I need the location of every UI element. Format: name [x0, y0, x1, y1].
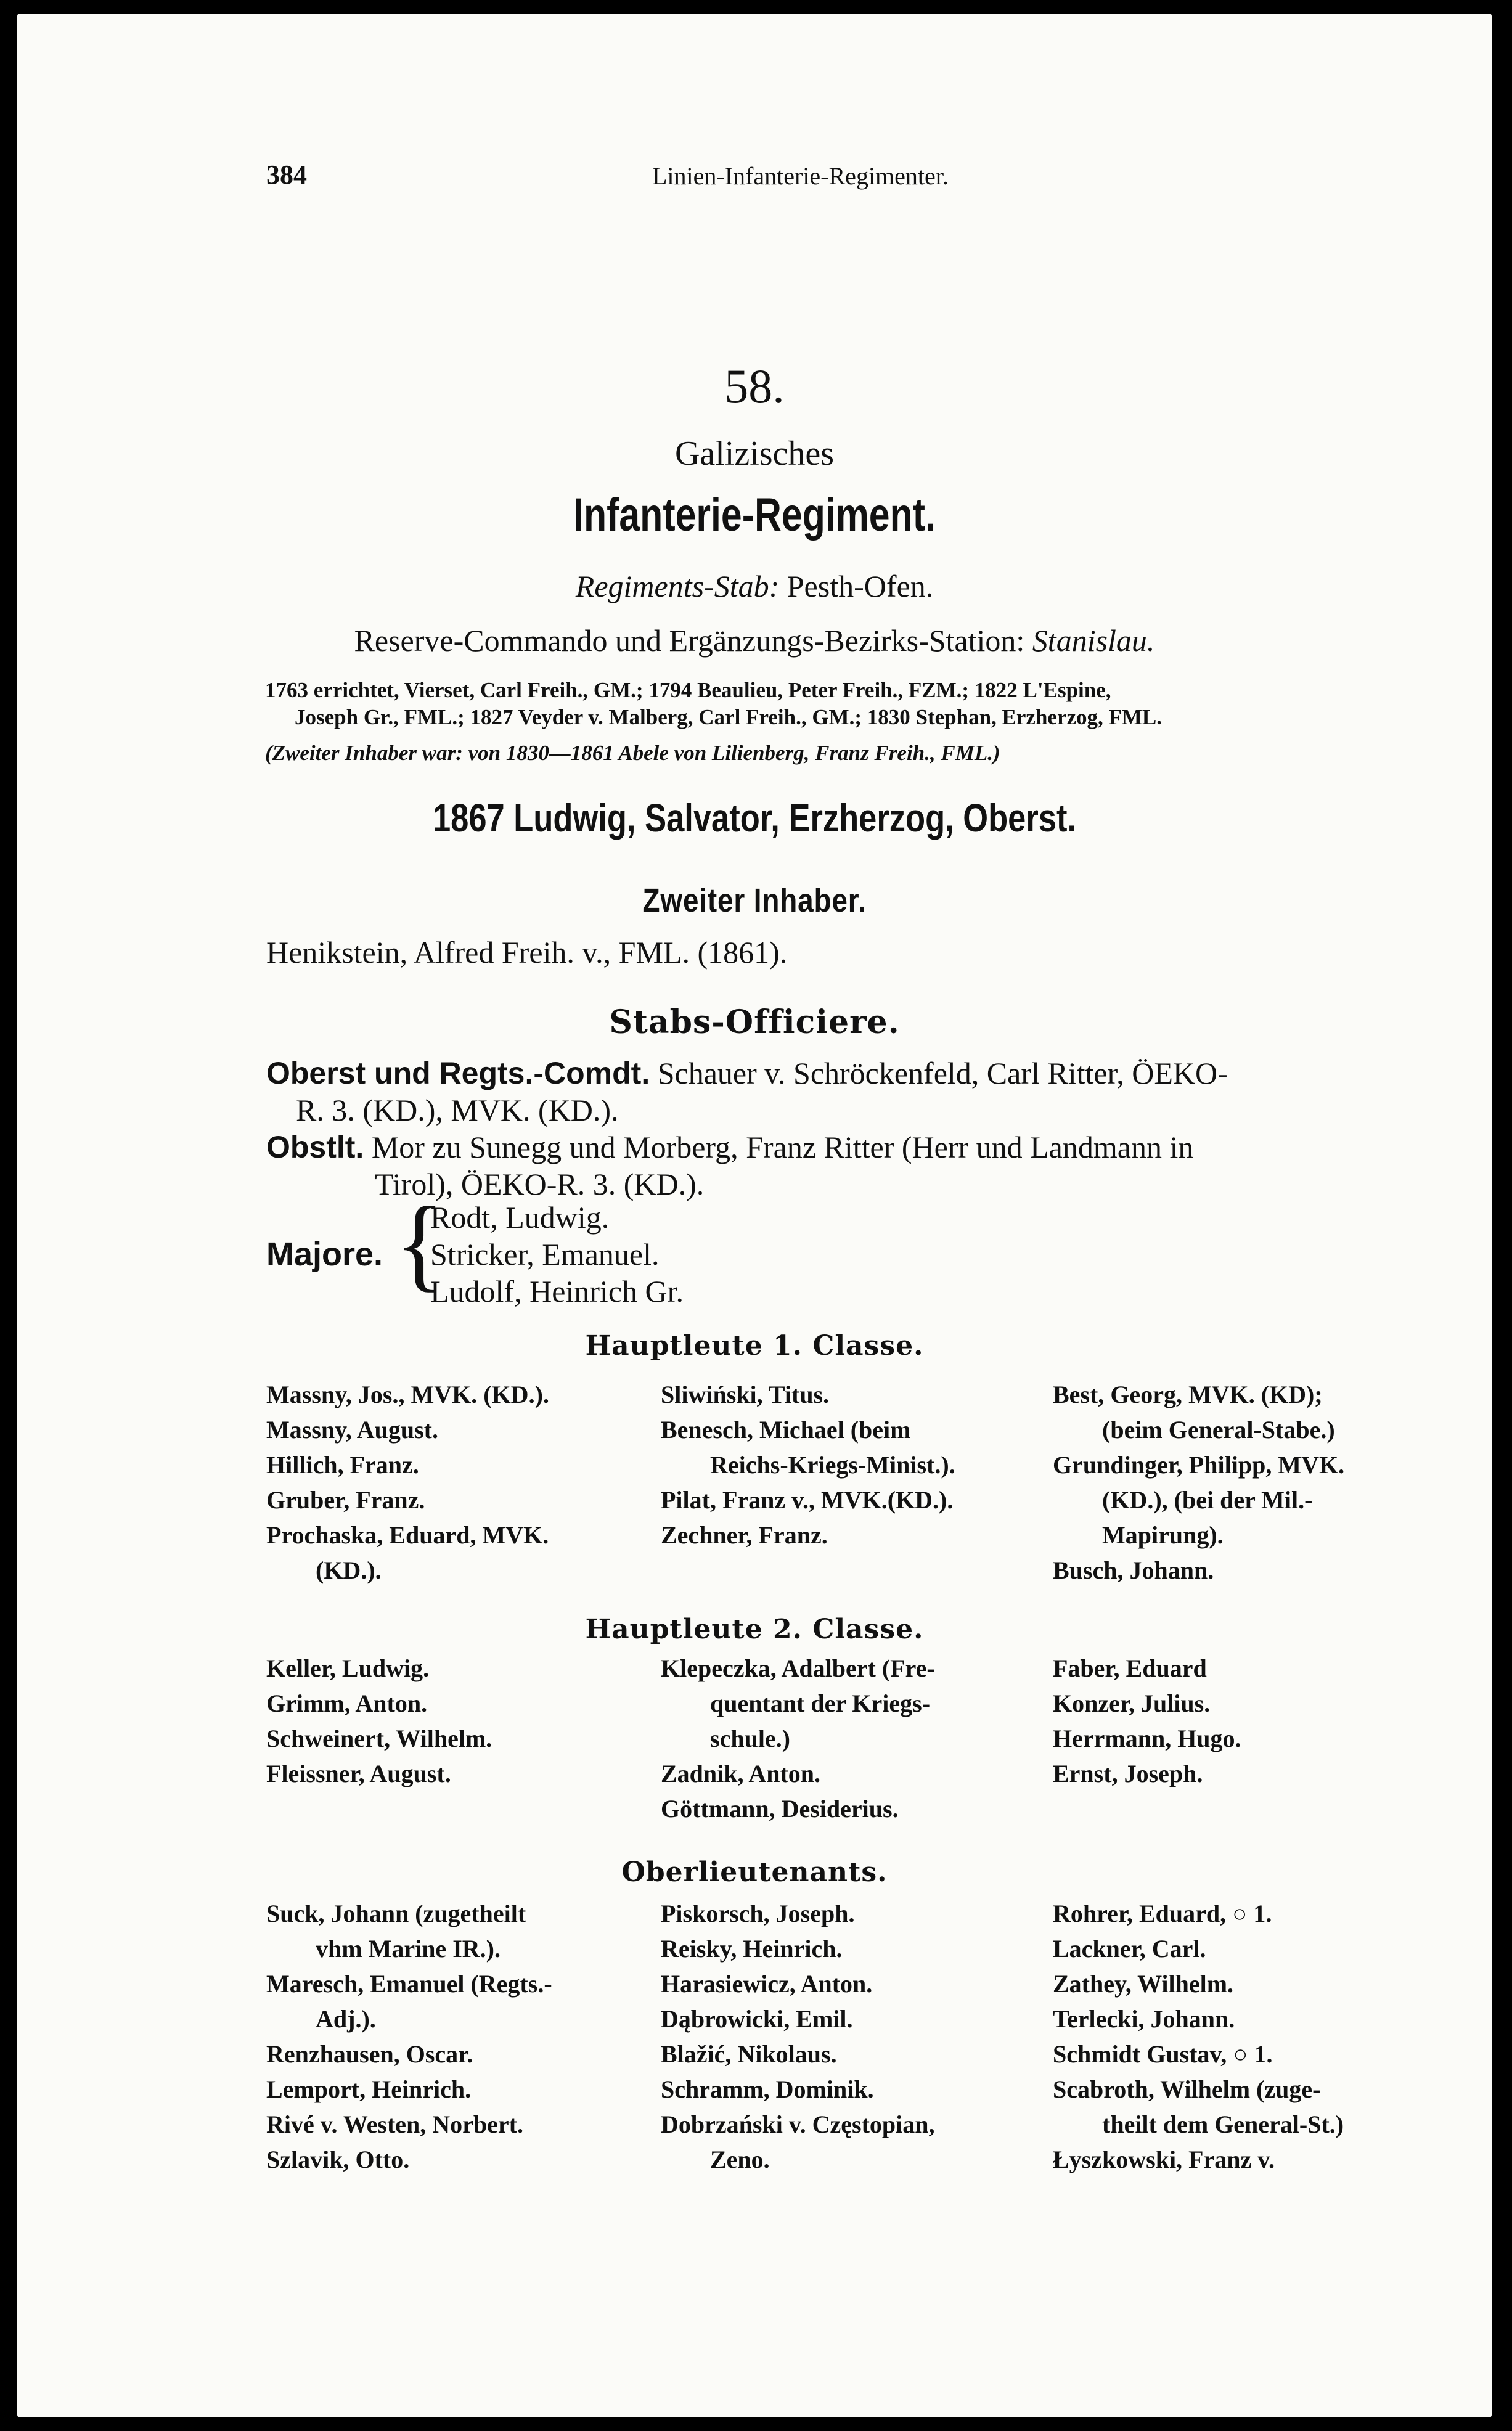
list-item: Göttmann, Desiderius.	[661, 1795, 899, 1823]
document-page	[17, 14, 1492, 2417]
zweiter-inhaber-heading: Zweiter Inhaber.	[642, 882, 867, 919]
hauptleute-2-col-3	[1053, 1651, 1241, 1791]
hauptleute-2-heading: Hauptleute 2. Classe.	[585, 1614, 924, 1645]
inhaber: 1867 Ludwig, Salvator, Erzherzog, Oberst.	[432, 796, 1077, 840]
list-item: Zechner, Franz.	[661, 1521, 828, 1549]
oberst-label: Oberst und Regts.-Comdt.	[266, 1056, 650, 1090]
stabs-officiere-heading: Stabs-Officiere.	[609, 1003, 900, 1041]
list-item: (KD.), (bei der Mil.-	[1102, 1486, 1313, 1514]
regiments-stab	[17, 568, 1492, 604]
regiment-title: Infanterie-Regiment.	[573, 489, 936, 541]
list-item: Adj.).	[316, 2005, 376, 2033]
oberst-name: Schauer v. Schröckenfeld, Carl Ritter, ÖEKO-	[657, 1056, 1228, 1090]
stab-label: Regiments-Stab:	[575, 569, 780, 603]
list-item: Blažić, Nikolaus.	[661, 2040, 837, 2068]
history-line-1: 1763 errichtet, Vierset, Carl Freih., GM.; 1794 Beaulieu, Peter Freih., FZM.; 1822 L'Espine,	[265, 678, 1111, 702]
oberlieutenants-col-1	[266, 1896, 552, 2177]
list-item: Zathey, Wilhelm.	[1053, 1970, 1234, 1998]
list-item: Ernst, Joseph.	[1053, 1760, 1203, 1788]
list-item: Prochaska, Eduard, MVK.	[266, 1521, 549, 1549]
oberlieutenants-heading: Oberlieutenants.	[621, 1857, 888, 1888]
list-item: Schweinert, Wilhelm.	[266, 1725, 492, 1752]
list-item: Best, Georg, MVK. (KD);	[1053, 1381, 1323, 1408]
list-item: Sliwiński, Titus.	[661, 1381, 830, 1408]
brace-icon: {	[394, 1185, 445, 1301]
reserve-commando	[17, 623, 1492, 658]
zweiter-inhaber-name: Henikstein, Alfred Freih. v., FML. (1861).	[266, 935, 788, 970]
list-item: Zadnik, Anton.	[661, 1760, 821, 1788]
list-item: Busch, Johann.	[1053, 1556, 1214, 1584]
list-item: Reichs-Kriegs-Minist.).	[710, 1451, 955, 1479]
hauptleute-2-col-2	[661, 1651, 935, 1826]
list-item: Benesch, Michael (beim	[661, 1416, 911, 1444]
obstlt-label: Obstlt.	[266, 1130, 364, 1164]
list-item: Terlecki, Johann.	[1053, 2005, 1235, 2033]
hauptleute-1-col-1	[266, 1377, 549, 1588]
list-item: Mapirung).	[1102, 1521, 1224, 1549]
list-item: Scabroth, Wilhelm (zuge-	[1053, 2075, 1321, 2103]
list-item: Hillich, Franz.	[266, 1451, 419, 1479]
list-item: Łyszkowski, Franz v.	[1053, 2146, 1275, 2173]
list-item: Keller, Ludwig.	[266, 1654, 430, 1682]
reserve-place: Stanislau.	[1032, 623, 1155, 658]
obstlt-line-2: Tirol), ÖEKO-R. 3. (KD.).	[375, 1167, 705, 1201]
list-item: Massny, Jos., MVK. (KD.).	[266, 1381, 549, 1408]
list-item: quentant der Kriegs-	[710, 1689, 931, 1717]
major-2: Stricker, Emanuel.	[430, 1237, 660, 1272]
list-item: Piskorsch, Joseph.	[661, 1900, 855, 1927]
list-item: Lackner, Carl.	[1053, 1935, 1206, 1963]
majore-label: Majore.	[266, 1236, 383, 1273]
list-item: Harasiewicz, Anton.	[661, 1970, 873, 1998]
list-item: Gruber, Franz.	[266, 1486, 425, 1514]
list-item: Grundinger, Philipp, MVK.	[1053, 1451, 1345, 1479]
list-item: Zeno.	[710, 2146, 770, 2173]
obstlt-name: Mor zu Sunegg und Morberg, Franz Ritter (Herr und Landmann in	[371, 1130, 1194, 1164]
list-item: Lemport, Heinrich.	[266, 2075, 472, 2103]
list-item: Grimm, Anton.	[266, 1689, 428, 1717]
list-item: Maresch, Emanuel (Regts.-	[266, 1970, 552, 1998]
list-item: Renzhausen, Oscar.	[266, 2040, 473, 2068]
obstlt-line-1	[266, 1129, 1193, 1165]
hauptleute-1-col-3	[1053, 1377, 1344, 1588]
regiment-subtitle: Galizisches	[674, 435, 835, 473]
page-number: 384	[266, 160, 307, 190]
list-item: schule.)	[710, 1725, 790, 1752]
hauptleute-2-col-1	[266, 1651, 492, 1791]
list-item: Massny, August.	[266, 1416, 438, 1444]
list-item: Rohrer, Eduard, ○ 1.	[1053, 1900, 1272, 1927]
list-item: Klepeczka, Adalbert (Fre-	[661, 1654, 935, 1682]
oberlieutenants-col-3	[1053, 1896, 1344, 2177]
list-item: Dobrzański v. Częstopian,	[661, 2110, 935, 2138]
history-line-2: Joseph Gr., FML.; 1827 Veyder v. Malberg, Carl Freih., GM.; 1830 Stephan, Erzherzog, FML.	[295, 705, 1163, 729]
list-item: Herrmann, Hugo.	[1053, 1725, 1241, 1752]
list-item: Reisky, Heinrich.	[661, 1935, 843, 1963]
list-item: theilt dem General-St.)	[1102, 2110, 1344, 2138]
list-item: Faber, Eduard	[1053, 1654, 1207, 1682]
major-3: Ludolf, Heinrich Gr.	[430, 1274, 684, 1309]
oberst-line-2: R. 3. (KD.), MVK. (KD.).	[296, 1093, 619, 1127]
reserve-label: Reserve-Commando und Ergänzungs-Bezirks-Station:	[354, 623, 1025, 658]
list-item: Rivé v. Westen, Norbert.	[266, 2110, 523, 2138]
history-line-3: (Zweiter Inhaber war: von 1830—1861 Abele von Lilienberg, Franz Freih., FML.)	[265, 741, 1000, 765]
list-item: Schmidt Gustav, ○ 1.	[1053, 2040, 1273, 2068]
list-item: Fleissner, August.	[266, 1760, 451, 1788]
oberlieutenants-col-2	[661, 1896, 935, 2177]
list-item: Konzer, Julius.	[1053, 1689, 1211, 1717]
hauptleute-1-heading: Hauptleute 1. Classe.	[585, 1330, 924, 1362]
list-item: vhm Marine IR.).	[316, 1935, 501, 1963]
list-item: Dąbrowicki, Emil.	[661, 2005, 853, 2033]
list-item: Pilat, Franz v., MVK.(KD.).	[661, 1486, 954, 1514]
regiment-number: 58.	[724, 359, 785, 413]
list-item: Suck, Johann (zugetheilt	[266, 1900, 526, 1927]
list-item: Schramm, Dominik.	[661, 2075, 874, 2103]
list-item: (KD.).	[316, 1556, 382, 1584]
oberst-line-1	[266, 1055, 1228, 1091]
list-item: Szlavik, Otto.	[266, 2146, 410, 2173]
stab-place: Pesth-Ofen.	[787, 569, 934, 603]
running-title: Linien-Infanterie-Regimenter.	[652, 162, 949, 190]
list-item: (beim General-Stabe.)	[1102, 1416, 1335, 1444]
major-1: Rodt, Ludwig.	[430, 1200, 610, 1235]
hauptleute-1-col-2	[661, 1377, 955, 1553]
